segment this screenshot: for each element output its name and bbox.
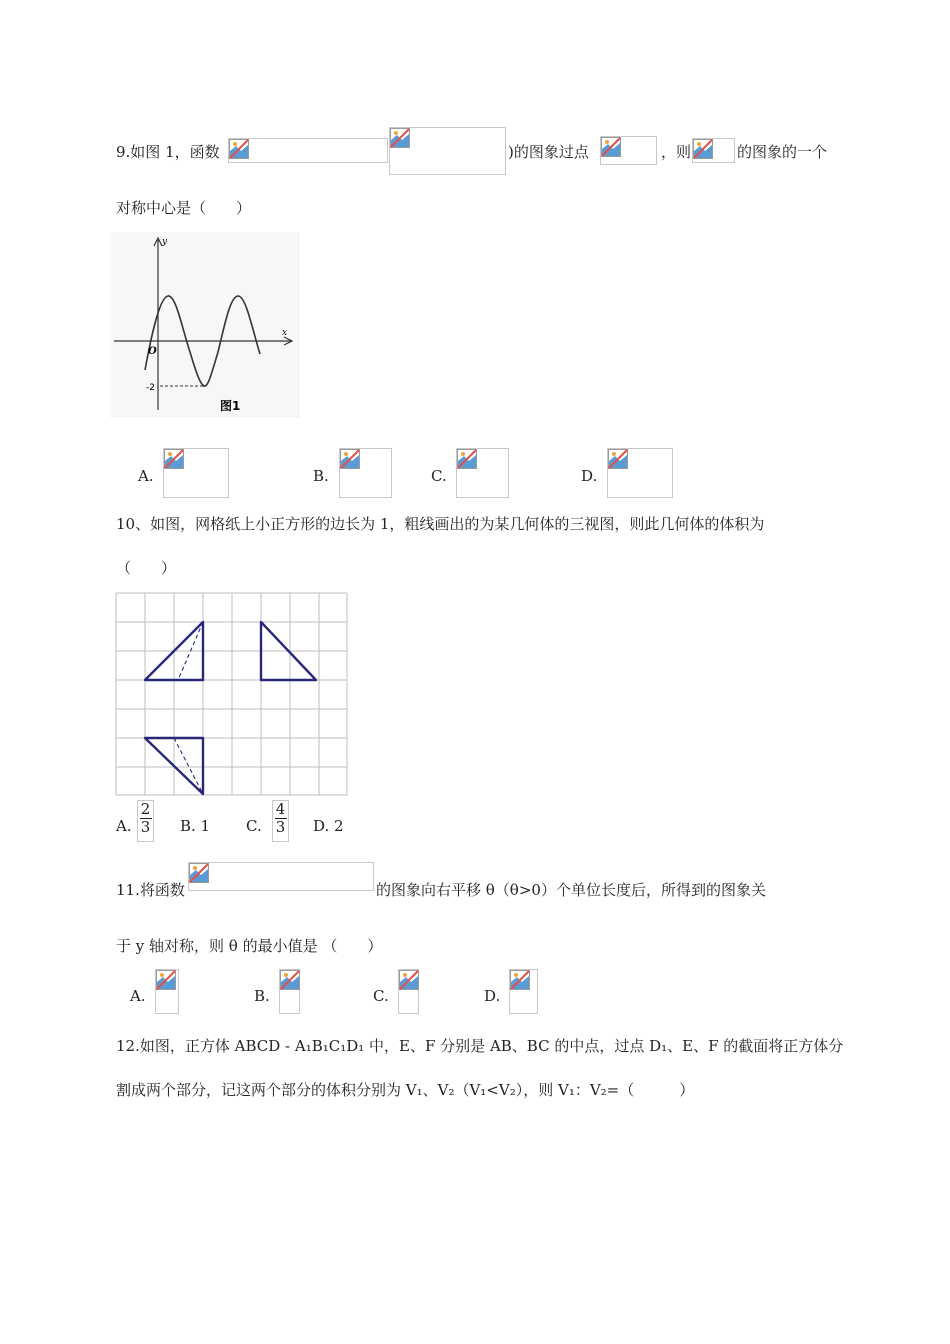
formula-image — [188, 862, 374, 891]
q9-option-c-image — [456, 448, 509, 498]
broken-image-icon — [390, 128, 410, 148]
formula-image — [600, 136, 657, 165]
q9-option-c-label: C. — [431, 467, 447, 485]
q10-text-a: 10、如图，网格纸上小正方形的边长为 1，粗线画出的为某几何体的三视图，则此几何体的体积为 — [116, 515, 765, 533]
fraction-denominator: 3 — [140, 818, 151, 836]
fraction-denominator: 3 — [275, 818, 286, 836]
figure-caption: 图1 — [220, 399, 241, 413]
q9-text-b: )的图象过点 — [508, 143, 589, 161]
q11-option-c-label: C. — [373, 987, 389, 1005]
q10-option-b: B. 1 — [180, 817, 211, 835]
q9-option-b-label: B. — [313, 467, 329, 485]
q12-text-a: 12.如图，正方体 ABCD - A₁B₁C₁D₁ 中，E、F 分别是 AB、BC 的中点，过点 D₁、E、F 的截面将正方体分 — [116, 1037, 844, 1055]
broken-image-icon — [457, 449, 477, 469]
q11-text-c: 于 y 轴对称，则 θ 的最小值是 （ ） — [116, 937, 383, 955]
broken-image-icon — [510, 970, 530, 990]
q9-text-e: 对称中心是（ ） — [116, 199, 252, 217]
q9-option-d-label: D. — [581, 467, 598, 485]
q9-text-a: 9.如图 1，函数 — [116, 143, 220, 161]
formula-image — [692, 138, 735, 163]
fraction-numerator: 4 — [275, 800, 286, 818]
q9-option-a-label: A. — [138, 467, 154, 485]
q9-option-d-image — [607, 448, 673, 498]
broken-image-icon — [280, 970, 300, 990]
broken-image-icon — [608, 449, 628, 469]
q10-option-c-fraction — [274, 802, 287, 835]
q9-text-d: 的图象的一个 — [737, 143, 828, 161]
top-view-hidden-edge — [174, 738, 203, 794]
q10-option-a-label: A. — [116, 817, 132, 835]
q11-text-b: 的图象向右平移 θ（θ>0）个单位长度后，所得到的图象关 — [376, 881, 766, 899]
figure-1-sine-graph — [110, 232, 300, 418]
q10-option-d: D. 2 — [313, 817, 344, 835]
q11-option-b-image — [279, 969, 300, 1014]
q9-text-c: ，则 — [661, 143, 692, 161]
formula-image — [228, 138, 388, 163]
min-value-label: -2 — [146, 383, 155, 393]
broken-image-icon — [399, 970, 419, 990]
y-axis-label: y — [162, 237, 168, 247]
broken-image-icon — [164, 449, 184, 469]
x-axis-label: x — [282, 328, 288, 338]
broken-image-icon — [601, 137, 621, 157]
q10-option-c-label: C. — [246, 817, 262, 835]
grid — [116, 593, 347, 795]
broken-image-icon — [693, 139, 713, 159]
q11-text-a: 11.将函数 — [116, 881, 185, 899]
q11-option-c-image — [398, 969, 419, 1014]
fraction-numerator: 2 — [140, 800, 151, 818]
q11-option-a-label: A. — [130, 987, 146, 1005]
broken-image-icon — [189, 863, 209, 883]
q11-option-a-image — [155, 969, 179, 1014]
three-view-grid-figure — [115, 592, 348, 796]
q12-text-b: 割成两个部分，记这两个部分的体积分别为 V₁、V₂（V₁<V₂），则 V₁：V₂=（ ） — [116, 1081, 695, 1099]
broken-image-icon — [156, 970, 176, 990]
q10-text-b: （ ） — [116, 559, 177, 577]
origin-label: O — [148, 346, 157, 357]
q10-option-a-fraction — [139, 802, 152, 835]
broken-image-icon — [229, 139, 249, 159]
formula-image — [389, 127, 506, 175]
q11-option-d-label: D. — [484, 987, 501, 1005]
q9-option-a-image — [163, 448, 229, 498]
q11-option-b-label: B. — [254, 987, 270, 1005]
q9-option-b-image — [339, 448, 392, 498]
broken-image-icon — [340, 449, 360, 469]
q11-option-d-image — [509, 969, 538, 1014]
